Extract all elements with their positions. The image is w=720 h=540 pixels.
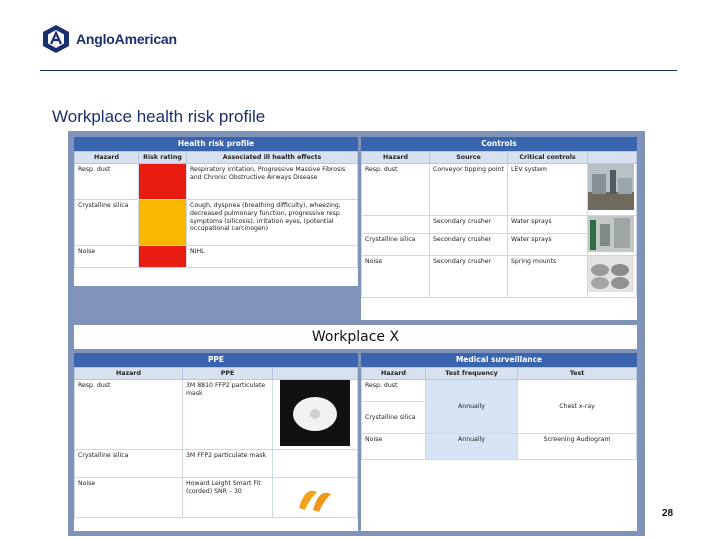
hazard-cell: Crystalline silica — [362, 233, 430, 255]
effects-cell: Cough, dyspnea (breathing difficulty), wheezing, decreased pulmonary function, progressive resp symptoms (silicosis), irritation eyes, (potential occupational carcinogen) — [187, 200, 358, 246]
water-sprays-photo — [588, 216, 634, 252]
anglo-american-logo — [40, 22, 177, 56]
medical-surveillance-header: Medical surveillance — [361, 353, 637, 367]
risk-rating-cell — [139, 246, 187, 268]
risk-rating-cell — [139, 164, 187, 200]
column-header: Source — [430, 152, 508, 164]
hazard-cell: Noise — [75, 478, 183, 518]
lev-system-photo — [588, 164, 634, 210]
brand-name: AngloAmerican — [76, 31, 177, 47]
workplace-label: Workplace X — [74, 325, 637, 349]
medical-surveillance-table — [361, 353, 637, 531]
photo-cell — [588, 164, 637, 216]
table-row — [75, 164, 358, 200]
header-divider — [40, 70, 677, 71]
source-cell: Secondary crusher — [430, 255, 508, 297]
table-row — [75, 246, 358, 268]
column-header — [588, 152, 637, 164]
ppe-cell: Howard Leight Smart Fit (corded) SNR – 30 — [183, 478, 273, 518]
ppe-table — [74, 353, 358, 531]
logo-mark-icon — [40, 23, 72, 55]
table-row — [75, 200, 358, 246]
table-row — [362, 216, 637, 234]
slide-title: Workplace health risk profile — [52, 107, 266, 126]
frequency-cell: Annually — [426, 380, 518, 434]
column-header — [273, 368, 358, 380]
table-row — [362, 164, 637, 216]
hazard-cell: Noise — [362, 255, 430, 297]
photo-cell — [588, 216, 637, 256]
photo-cell — [273, 380, 358, 450]
column-header: Associated ill health effects — [187, 152, 358, 164]
ppe-cell: 3M 8810 FFP2 particulate mask — [183, 380, 273, 450]
source-cell: Secondary crusher — [430, 233, 508, 255]
controls-header: Controls — [361, 137, 637, 151]
spring-mounts-photo — [588, 256, 634, 292]
hazard-cell: Resp. dust — [362, 380, 426, 402]
photo-cell — [273, 478, 358, 518]
controls-table — [361, 137, 637, 320]
source-cell: Conveyor tipping point — [430, 164, 508, 216]
health-risk-profile-header: Health risk profile — [74, 137, 358, 151]
hazard-cell: Noise — [75, 246, 139, 268]
health-risk-profile-table — [74, 137, 358, 286]
column-header: Test frequency — [426, 368, 518, 380]
control-cell: LEV system — [508, 164, 588, 216]
ppe-cell: 3M FFP2 particulate mask — [183, 450, 273, 478]
table-row — [75, 450, 358, 478]
photo-cell — [588, 255, 637, 297]
table-row — [75, 380, 358, 450]
control-cell: Water sprays — [508, 233, 588, 255]
control-cell: Spring mounts — [508, 255, 588, 297]
hazard-cell: Crystalline silica — [362, 402, 426, 434]
column-header: Critical controls — [508, 152, 588, 164]
hazard-cell: Crystalline silica — [75, 450, 183, 478]
risk-rating-cell — [139, 200, 187, 246]
hazard-cell: Resp. dust — [75, 164, 139, 200]
hazard-cell: Crystalline silica — [75, 200, 139, 246]
effects-cell: NIHL — [187, 246, 358, 268]
effects-cell: Respiratory irritation, Progressive Massive Fibrosis and Chronic Obstructive Airways Disease — [187, 164, 358, 200]
frequency-cell: Annually — [426, 434, 518, 460]
table-row — [75, 478, 358, 518]
page-number: 28 — [662, 508, 674, 519]
photo-cell — [273, 450, 358, 478]
table-row — [362, 434, 637, 460]
mask-photo — [280, 380, 350, 446]
column-header: Hazard — [75, 368, 183, 380]
column-header: PPE — [183, 368, 273, 380]
test-cell: Chest x-ray — [518, 380, 637, 434]
table-row — [362, 255, 637, 297]
source-cell: Secondary crusher — [430, 216, 508, 234]
earplugs-photo — [295, 478, 335, 514]
column-header: Hazard — [362, 368, 426, 380]
column-header: Risk rating — [139, 152, 187, 164]
column-header: Hazard — [75, 152, 139, 164]
hazard-cell — [362, 216, 430, 234]
ppe-header: PPE — [74, 353, 358, 367]
column-header: Hazard — [362, 152, 430, 164]
table-row — [362, 380, 637, 402]
hazard-cell: Noise — [362, 434, 426, 460]
control-cell: Water sprays — [508, 216, 588, 234]
hazard-cell: Resp. dust — [75, 380, 183, 450]
test-cell: Screening Audiogram — [518, 434, 637, 460]
hazard-cell: Resp. dust — [362, 164, 430, 216]
column-header: Test — [518, 368, 637, 380]
